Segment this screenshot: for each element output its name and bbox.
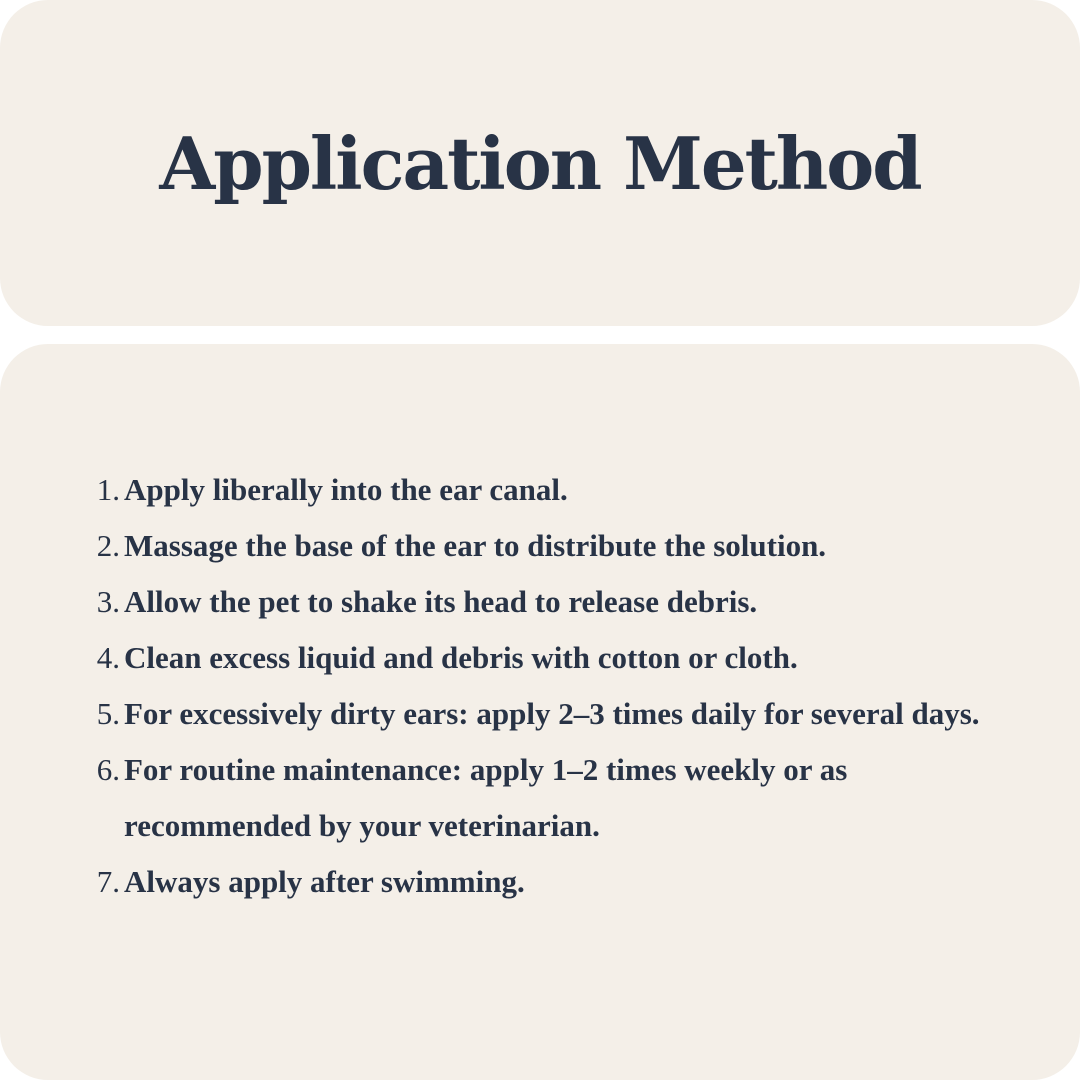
instruction-item [88,742,1004,854]
item-text: For excessively dirty ears: apply 2–3 times daily for several days. [124,696,980,731]
item-text: Apply liberally into the ear canal. [124,472,568,507]
instruction-item [88,686,1004,742]
instruction-item [88,574,1004,630]
item-text: Clean excess liquid and debris with cotton or cloth. [124,640,798,675]
title-panel [0,0,1080,326]
item-number: 7. [96,864,120,899]
instruction-item [88,462,1004,518]
item-number: 4. [96,640,120,675]
instruction-item [88,854,1004,910]
instructions-panel [0,344,1080,1080]
instructions-list [88,462,1004,910]
item-number: 1. [96,472,120,507]
item-text: Massage the base of the ear to distribute the solution. [124,528,827,563]
item-number: 3. [96,584,120,619]
item-number: 5. [96,696,120,731]
item-text: For routine maintenance: apply 1–2 times weekly or as recommended by your veterinarian. [124,752,848,843]
item-number: 6. [96,752,120,787]
instruction-item [88,518,1004,574]
page-title: Application Method [159,120,921,206]
item-text: Always apply after swimming. [124,864,525,899]
instruction-item [88,630,1004,686]
item-text: Allow the pet to shake its head to release debris. [124,584,758,619]
item-number: 2. [96,528,120,563]
